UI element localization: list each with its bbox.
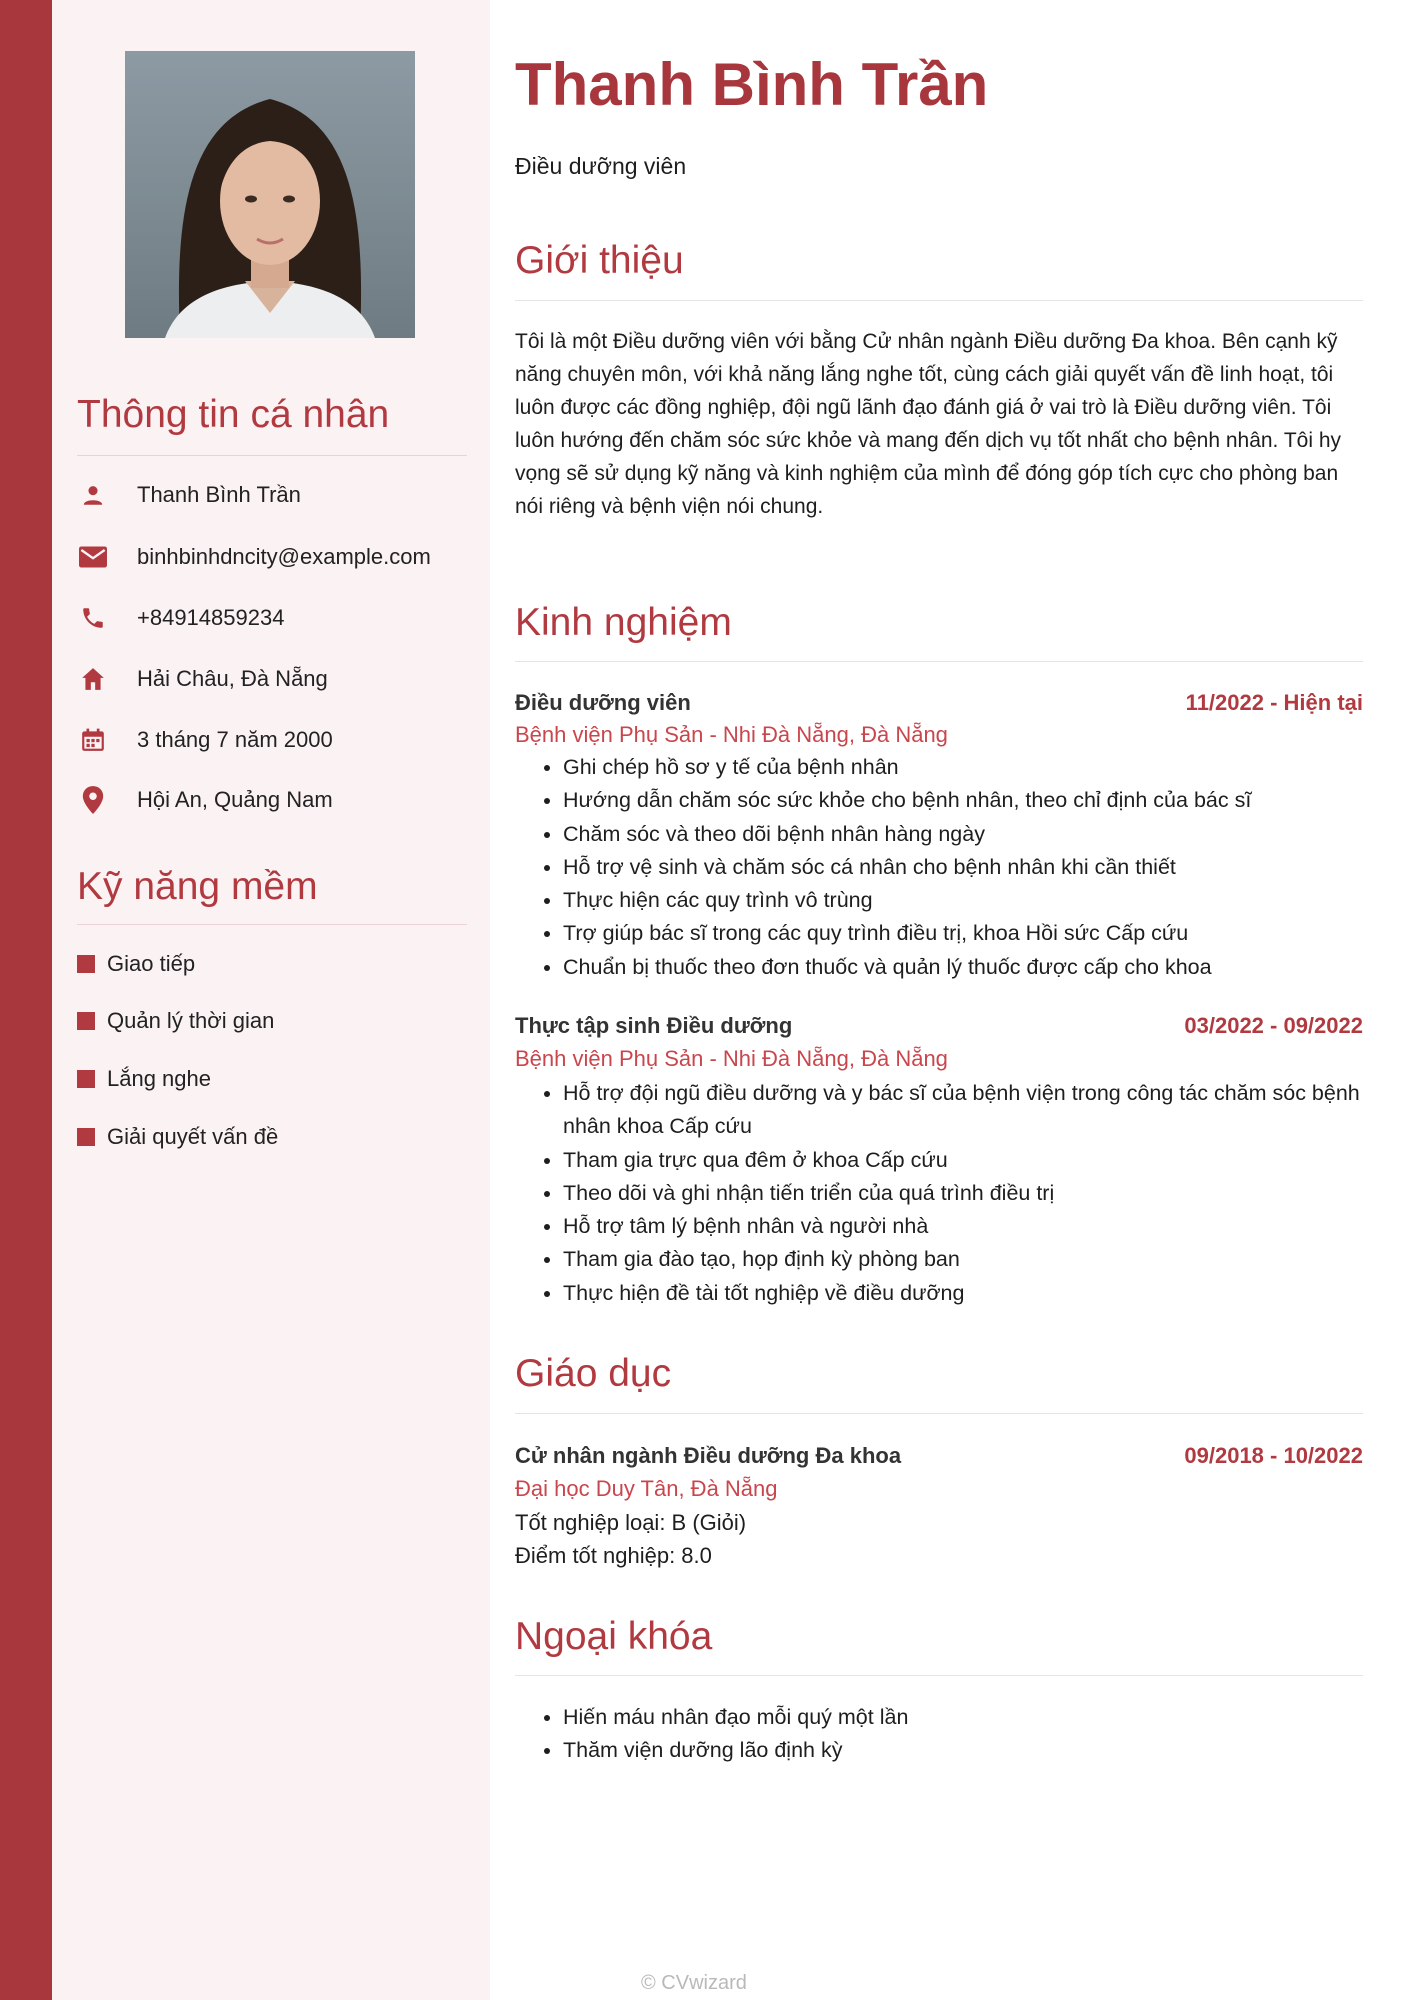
list-item: • Hướng dẫn chăm sóc sức khỏe cho bệnh nhân, theo chỉ định của bác sĩ bbox=[563, 784, 1363, 817]
location-pin-icon bbox=[77, 785, 109, 815]
info-birthplace bbox=[77, 785, 333, 815]
list-item: • Ghi chép hồ sơ y tế của bệnh nhân bbox=[563, 751, 1363, 784]
list-item: • Tham gia đào tạo, họp định kỳ phòng ban bbox=[563, 1243, 1363, 1276]
education-org: Đại học Duy Tân, Đà Nẵng bbox=[515, 1476, 778, 1501]
section-divider bbox=[515, 1413, 1363, 1414]
section-divider bbox=[515, 1675, 1363, 1676]
list-item: • Thực hiện các quy trình vô trùng bbox=[563, 884, 1363, 917]
square-bullet-icon bbox=[77, 1128, 95, 1146]
list-item: • Chuẩn bị thuốc theo đơn thuốc và quản lý thuốc được cấp cho khoa bbox=[563, 951, 1363, 984]
soft-skills-heading: Kỹ năng mềm bbox=[77, 865, 318, 908]
skill-item bbox=[77, 1008, 274, 1034]
education-score: Điểm tốt nghiệp: 8.0 bbox=[515, 1543, 712, 1568]
home-icon bbox=[77, 664, 109, 694]
info-phone-text[interactable]: +84914859234 bbox=[137, 605, 285, 630]
experience-duties bbox=[515, 751, 1363, 984]
skill-label: Giải quyết vấn đề bbox=[107, 1124, 279, 1149]
section-divider bbox=[515, 300, 1363, 301]
list-item: • Tham gia trực qua đêm ở khoa Cấp cứu bbox=[563, 1144, 1363, 1177]
candidate-name: Thanh Bình Trần bbox=[515, 51, 989, 118]
info-email-text[interactable]: binhbinhdncity@example.com bbox=[137, 544, 431, 569]
experience-title: Điều dưỡng viên bbox=[515, 690, 691, 715]
skill-item bbox=[77, 1124, 278, 1150]
skill-item bbox=[77, 951, 195, 977]
skill-label: Lắng nghe bbox=[107, 1066, 211, 1091]
list-item: • Hỗ trợ vệ sinh và chăm sóc cá nhân cho bệnh nhân khi cần thiết bbox=[563, 851, 1363, 884]
list-item: • Hỗ trợ đội ngũ điều dưỡng và y bác sĩ của bệnh viện trong công tác chăm sóc bệnh nhân khoa Cấp cứu bbox=[563, 1077, 1363, 1144]
mail-icon bbox=[77, 542, 109, 572]
education-date: 09/2018 - 10/2022 bbox=[1184, 1443, 1363, 1468]
square-bullet-icon bbox=[77, 1070, 95, 1088]
calendar-icon bbox=[77, 725, 109, 755]
section-divider bbox=[515, 661, 1363, 662]
profile-photo bbox=[125, 51, 415, 338]
sidebar bbox=[52, 0, 490, 2000]
experience-date: 03/2022 - 09/2022 bbox=[1184, 1013, 1363, 1038]
skill-label: Quản lý thời gian bbox=[107, 1008, 275, 1033]
info-address-text: Hải Châu, Đà Nẵng bbox=[137, 666, 328, 691]
education-heading: Giáo dục bbox=[515, 1352, 672, 1395]
experience-heading: Kinh nghiệm bbox=[515, 601, 732, 644]
info-phone[interactable] bbox=[77, 603, 285, 633]
list-item: • Hỗ trợ tâm lý bệnh nhân và người nhà bbox=[563, 1210, 1363, 1243]
phone-icon bbox=[77, 603, 109, 633]
experience-org: Bệnh viện Phụ Sản - Nhi Đà Nẵng, Đà Nẵng bbox=[515, 1046, 948, 1071]
info-email[interactable] bbox=[77, 542, 431, 572]
experience-org: Bệnh viện Phụ Sản - Nhi Đà Nẵng, Đà Nẵng bbox=[515, 722, 948, 747]
education-title: Cử nhân ngành Điều dưỡng Đa khoa bbox=[515, 1443, 902, 1468]
list-item: • Hiến máu nhân đạo mỗi quý một lần bbox=[563, 1701, 1363, 1734]
info-name-text: Thanh Bình Trần bbox=[137, 482, 301, 507]
section-divider bbox=[77, 455, 467, 456]
list-item: • Chăm sóc và theo dõi bệnh nhân hàng ngày bbox=[563, 818, 1363, 851]
list-item: • Trợ giúp bác sĩ trong các quy trình điều trị, khoa Hồi sức Cấp cứu bbox=[563, 917, 1363, 950]
info-name bbox=[77, 480, 301, 510]
accent-bar bbox=[0, 0, 52, 2000]
info-address bbox=[77, 664, 328, 694]
info-birthdate bbox=[77, 725, 333, 755]
skill-label: Giao tiếp bbox=[107, 951, 196, 976]
person-icon bbox=[77, 480, 109, 510]
info-birthdate-text: 3 tháng 7 năm 2000 bbox=[137, 727, 333, 752]
square-bullet-icon bbox=[77, 955, 95, 973]
section-divider bbox=[77, 924, 467, 925]
list-item: • Theo dõi và ghi nhận tiến triển của quá trình điều trị bbox=[563, 1177, 1363, 1210]
experience-date: 11/2022 - Hiện tại bbox=[1185, 690, 1363, 715]
experience-title: Thực tập sinh Điều dưỡng bbox=[515, 1013, 793, 1038]
list-item: • Thăm viện dưỡng lão định kỳ bbox=[563, 1734, 1363, 1767]
skill-item bbox=[77, 1066, 211, 1092]
extracurricular-heading: Ngoại khóa bbox=[515, 1615, 713, 1658]
extracurricular-list bbox=[515, 1701, 1363, 1768]
footer-watermark: © CVwizard bbox=[641, 1972, 747, 1994]
job-title: Điều dưỡng viên bbox=[515, 153, 687, 179]
info-birthplace-text: Hội An, Quảng Nam bbox=[137, 787, 333, 812]
personal-info-heading: Thông tin cá nhân bbox=[77, 393, 390, 436]
list-item: • Thực hiện đề tài tốt nghiệp về điều dưỡng bbox=[563, 1277, 1363, 1310]
education-grade: Tốt nghiệp loại: B (Giỏi) bbox=[515, 1510, 747, 1535]
square-bullet-icon bbox=[77, 1012, 95, 1030]
intro-text: Tôi là một Điều dưỡng viên với bằng Cử nhân ngành Điều dưỡng Đa khoa. Bên cạnh kỹ năng chuyên môn, với khả năng lắng nghe tốt, cùng cách giải quyết vấn đề linh hoạt, tôi luôn được các đồng nghiệp, đội ngũ lãnh đạo đánh giá ở vai trò là Điều dưỡng viên. Tôi luôn hướng đến chăm sóc sức khỏe và mang đến dịch vụ tốt nhất cho bệnh nhân. Tôi hy vọng sẽ sử dụng kỹ năng và kinh nghiệm của mình để đóng góp tích cực cho phòng ban nói riêng và bệnh viện nói chung. bbox=[515, 330, 1342, 518]
intro-heading: Giới thiệu bbox=[515, 239, 684, 282]
experience-duties bbox=[515, 1077, 1363, 1310]
